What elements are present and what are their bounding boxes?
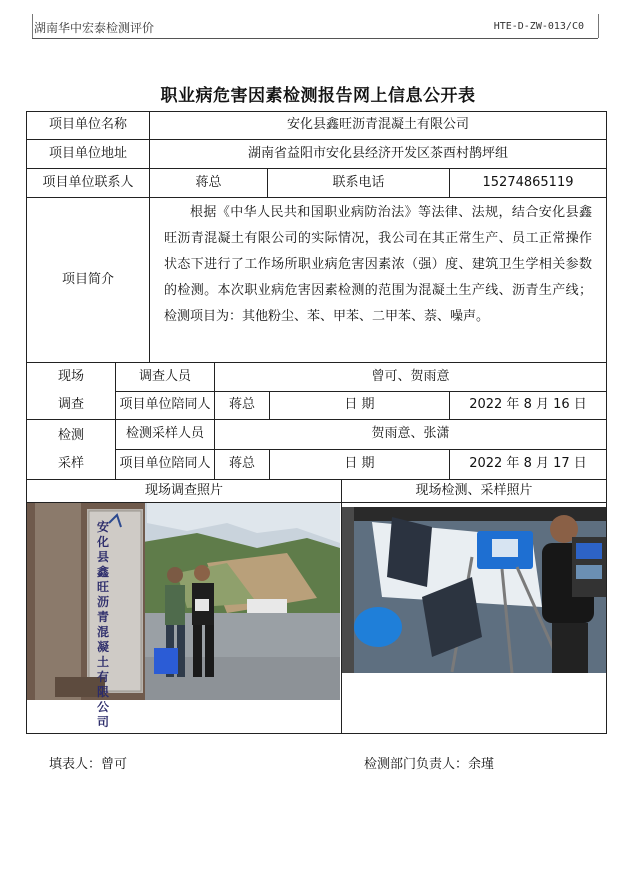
intro-text: 根据《中华人民共和国职业病防治法》等法律、法规，结合安化县鑫旺沥青混凝土有限公司的实际情况，我公司在其正常生产、员工正常操作状态下进行了工作场所职业病危害因素浓（强）度、建筑卫生学相关参数的检测。本次职业病危害因素检测的范围为混凝土生产线、沥青生产线；检测项目为：其他粉尘、苯、甲苯、二甲苯、萘、噪声。: [149, 197, 607, 363]
phone-value: 15274865119: [449, 168, 607, 198]
header-rule-right-tick: [598, 14, 599, 38]
sampling-date-label: 日 期: [269, 449, 450, 480]
unit-name-label: 项目单位名称: [26, 111, 150, 140]
sampling-label-line1: 检测: [57, 427, 84, 443]
intro-label: 项目简介: [26, 197, 150, 363]
investigators-label: 调查人员: [115, 362, 215, 392]
dept-head: 检测部门负责人：余瑾: [364, 757, 495, 772]
survey-photo: [27, 503, 340, 700]
contact-value: 蒋总: [149, 168, 268, 198]
header-company: 湖南华中宏泰检测评价: [34, 21, 155, 35]
address-label: 项目单位地址: [26, 139, 150, 169]
header-doc-code: HTE-D-ZW-013/C0: [493, 21, 584, 32]
contact-label: 项目单位联系人: [26, 168, 150, 198]
phone-label: 联系电话: [267, 168, 450, 198]
unit-name-value: 安化县鑫旺沥青混凝土有限公司: [149, 111, 607, 140]
address-value: 湖南省益阳市安化县经济开发区茶酉村鹊坪组: [149, 139, 607, 169]
survey-photo-title: 现场调查照片: [26, 479, 342, 503]
samplers-label: 检测采样人员: [115, 419, 215, 450]
sampling-photo: [342, 507, 606, 673]
survey-label-line2: 调查: [57, 397, 84, 412]
survey-escort-value: 蒋总: [214, 391, 270, 420]
header-rule-left-tick: [32, 14, 33, 38]
survey-photo-sign-text: 安化县鑫旺沥青混凝土有限公司: [96, 520, 109, 729]
sampling-label-line2: 采样: [57, 455, 84, 471]
survey-label-line1: 现场: [57, 369, 84, 384]
survey-photo-graphic: [27, 503, 340, 700]
page-title: 职业病危害因素检测报告网上信息公开表: [160, 86, 476, 106]
sampling-escort-value: 蒋总: [214, 449, 270, 480]
header-rule: [32, 38, 598, 39]
filled-by: 填表人：曾可: [49, 757, 128, 772]
sampling-escort-label: 项目单位陪同人: [115, 449, 215, 480]
sampling-photo-graphic: [342, 507, 606, 673]
investigators-value: 曾可、贺雨意: [214, 362, 607, 392]
sampling-date-value: 2022 年 8 月 17 日: [449, 449, 607, 480]
sampling-photo-title: 现场检测、采样照片: [341, 479, 607, 503]
survey-escort-label: 项目单位陪同人: [115, 391, 215, 420]
survey-section-label: [26, 362, 116, 420]
samplers-value: 贺雨意、张潇: [214, 419, 607, 450]
sampling-section-label: [26, 419, 116, 480]
survey-date-value: 2022 年 8 月 16 日: [449, 391, 607, 420]
survey-date-label: 日 期: [269, 391, 450, 420]
